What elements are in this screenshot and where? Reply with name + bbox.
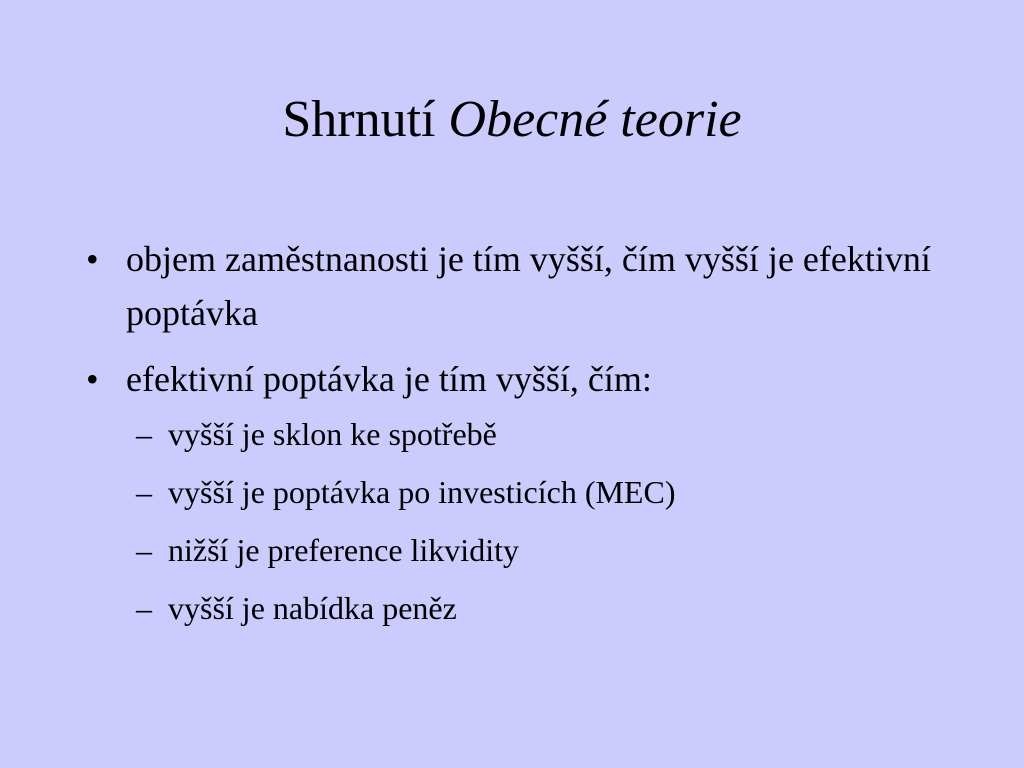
sub-bullet-text: vyšší je sklon ke spotřebě [168, 416, 497, 452]
sub-bullet-item [136, 412, 962, 456]
sub-bullet-text: vyšší je nabídka peněz [168, 590, 457, 626]
title-italic: Obecné teorie [448, 91, 742, 148]
bullet-marker: • [86, 239, 99, 279]
title-normal: Shrnutí [282, 91, 436, 148]
sub-bullet-item [136, 586, 962, 630]
sub-bullet-marker: – [136, 590, 152, 626]
bullet-marker: • [86, 359, 99, 399]
sub-bullet-text: nižší je preference likvidity [168, 532, 519, 568]
sub-bullet-list [136, 412, 962, 630]
bullet-item [82, 352, 962, 406]
slide-title [0, 88, 1024, 152]
bullet-text: efektivní poptávka je tím vyšší, čím: [126, 359, 652, 399]
bullet-item [82, 232, 962, 340]
sub-bullet-item [136, 528, 962, 572]
sub-bullet-marker: – [136, 474, 152, 510]
bullet-list [82, 232, 962, 644]
sub-bullet-marker: – [136, 416, 152, 452]
sub-bullet-marker: – [136, 532, 152, 568]
sub-bullet-text: vyšší je poptávka po investicích (MEC) [168, 474, 676, 510]
bullet-text: objem zaměstnanosti je tím vyšší, čím vyšší je efektivní poptávka [126, 239, 931, 333]
sub-bullet-item [136, 470, 962, 514]
sub-list-container [82, 412, 962, 630]
